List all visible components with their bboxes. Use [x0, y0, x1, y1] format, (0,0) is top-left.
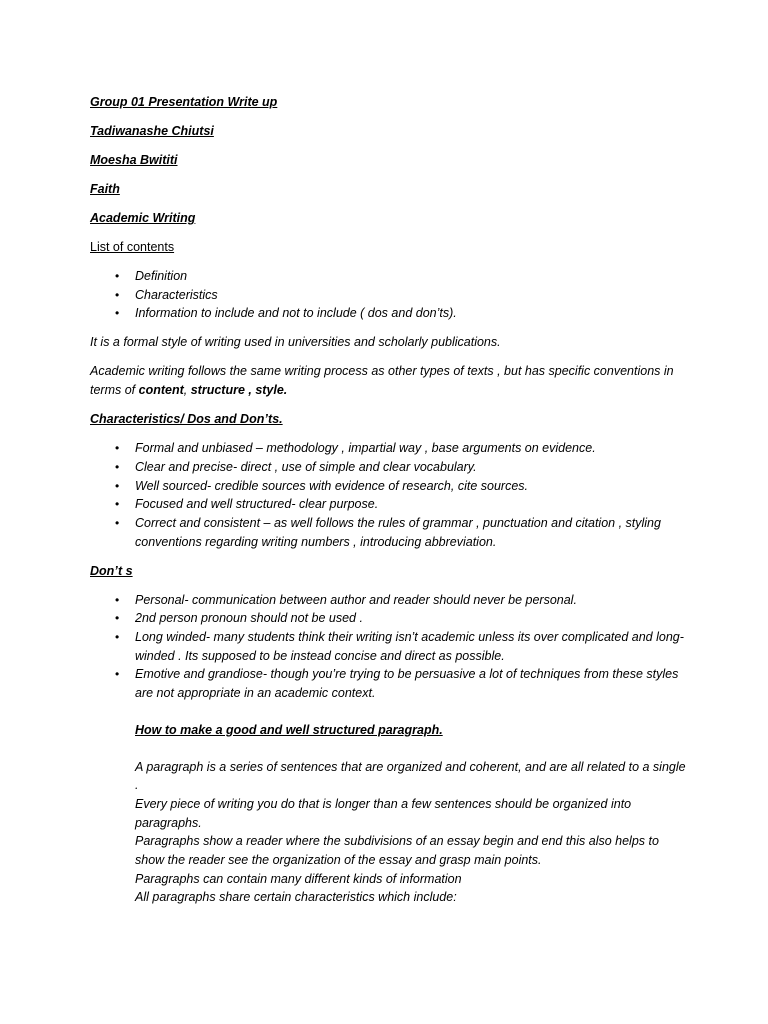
contents-heading: List of contents: [90, 240, 175, 254]
list-item: • 2nd person pronoun should not be used .: [90, 609, 690, 628]
list-item: • Correct and consistent – as well follows the rules of grammar , punctuation and citation , styling conventions regarding writing numbers , introducing abbreviation.: [115, 515, 661, 549]
body-line: A paragraph is a series of sentences that are organized and coherent, and are all related to a single .: [135, 759, 686, 793]
paragraph-section-body: [135, 758, 690, 908]
bullet-icon: •: [115, 269, 120, 283]
bullet-icon: •: [115, 287, 120, 302]
bullet-icon: •: [115, 630, 120, 645]
list-item: • Well sourced- credible sources with evidence of research, cite sources.: [90, 477, 690, 496]
body-line: Every piece of writing you do that is longer than a few sentences should be organized into paragraphs.: [135, 796, 632, 830]
bullet-icon: •: [115, 441, 120, 456]
list-item: • Personal- communication between author and reader should never be personal.: [90, 591, 690, 610]
characteristics-heading: Characteristics/ Dos and Don’ts.: [90, 412, 283, 427]
list-item: • Definition: [90, 267, 690, 286]
bullet-icon: •: [115, 515, 120, 530]
author-name: Tadiwanashe Chiutsi: [90, 124, 214, 138]
document-body: [90, 93, 690, 907]
list-item: • Clear and precise- direct , use of simple and clear vocabulary.: [90, 458, 690, 477]
list-item: • Long winded- many students think their writing isn’t academic unless its over complicated and long- winded . Its supposed to be instead concise and direct as possible.: [115, 630, 684, 663]
bullet-icon: •: [115, 459, 120, 474]
bullet-icon: •: [115, 497, 120, 512]
process-paragraph: Academic writing follows the same writing process as other types of texts , but has specific conventions in terms of content, structure , style.: [90, 364, 674, 398]
donts-list: [90, 591, 690, 703]
bullet-icon: •: [115, 592, 120, 607]
characteristics-list: [90, 439, 690, 551]
list-item: • Formal and unbiased – methodology , impartial way , base arguments on evidence.: [90, 439, 690, 458]
list-item: • Characteristics: [90, 286, 690, 305]
bullet-icon: •: [115, 667, 120, 682]
body-line: All paragraphs share certain characteristics which include:: [135, 890, 457, 905]
author-name: Moesha Bwititi: [90, 153, 178, 167]
bullet-icon: •: [115, 306, 120, 321]
author-name: Faith: [90, 182, 120, 196]
topic-heading: Academic Writing: [90, 211, 196, 225]
contents-list: [90, 267, 690, 323]
list-item: • Information to include and not to include ( dos and don’ts).: [90, 304, 690, 323]
donts-heading: Don’t s: [90, 563, 133, 578]
bullet-icon: •: [115, 611, 120, 626]
list-item: • Emotive and grandiose- though you’re trying to be persuasive a lot of techniques from these styles are not appropriate in an academic context.: [115, 667, 679, 701]
doc-title: Group 01 Presentation Write up: [90, 95, 278, 109]
body-line: Paragraphs show a reader where the subdivisions of an essay begin and end this also helps to show the reader see the organization of the essay and grasp main points.: [135, 834, 659, 868]
paragraph-section-heading: How to make a good and well structured paragraph.: [135, 722, 443, 737]
list-item: • Focused and well structured- clear purpose.: [90, 495, 690, 514]
definition-paragraph: It is a formal style of writing used in universities and scholarly publications.: [90, 335, 501, 350]
bullet-icon: •: [115, 478, 120, 493]
body-line: Paragraphs can contain many different kinds of information: [135, 871, 462, 886]
